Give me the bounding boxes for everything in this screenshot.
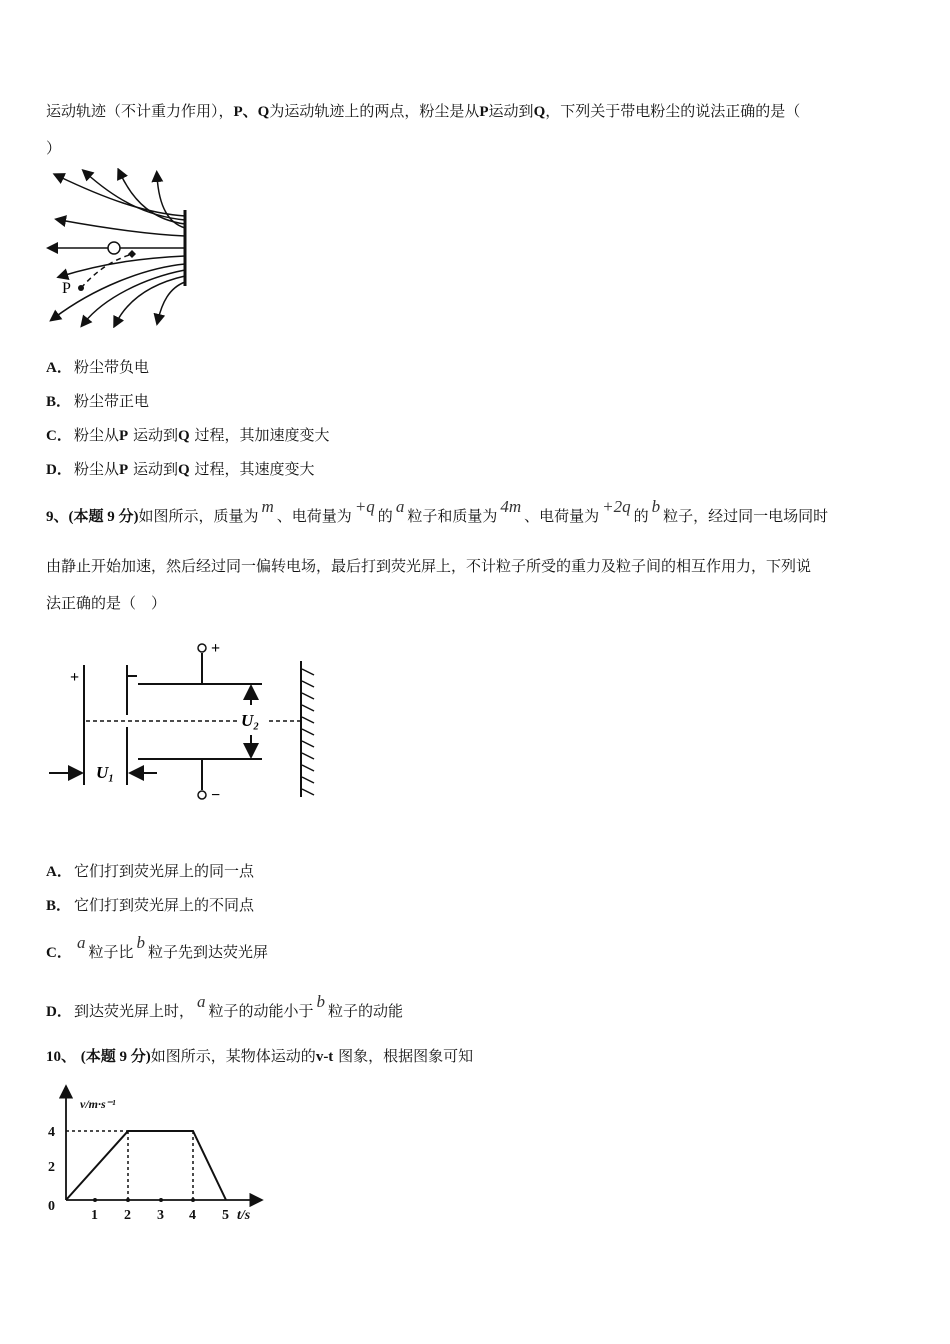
math-4m: 4m bbox=[500, 497, 522, 516]
text: ，下列关于带电粉尘的说法正确的是（ bbox=[545, 102, 801, 120]
question-number: 9、(本题 9 分) bbox=[46, 509, 139, 525]
q9-stem-line3: 法正确的是（ ） bbox=[46, 594, 167, 612]
text: 如图所示，质量为 bbox=[138, 507, 259, 525]
text: P bbox=[479, 104, 489, 120]
question-number: 10、 bbox=[46, 1049, 77, 1065]
text: P、Q bbox=[233, 104, 270, 120]
math-a: a bbox=[395, 497, 405, 516]
option-text: 粉尘带正电 bbox=[74, 392, 150, 410]
x-tick: 2 bbox=[124, 1208, 131, 1223]
q8-option-c[interactable] bbox=[46, 425, 329, 446]
option-letter: C． bbox=[46, 945, 72, 961]
x-tick: 4 bbox=[189, 1208, 196, 1223]
label-minus: − bbox=[211, 787, 221, 804]
vt-chart bbox=[44, 1082, 269, 1227]
text: 粒子和质量为 bbox=[407, 507, 498, 525]
q9-deflection-figure bbox=[44, 625, 324, 825]
y-axis-label: v/m·s⁻¹ bbox=[80, 1097, 116, 1111]
math-a: a bbox=[197, 992, 206, 1011]
x-tick: 1 bbox=[91, 1208, 98, 1223]
option-text: 它们打到荧光屏上的同一点 bbox=[74, 862, 255, 880]
q8-field-lines-figure bbox=[44, 168, 194, 328]
q8-stem-line1 bbox=[46, 101, 800, 122]
option-text: 粉尘带负电 bbox=[74, 358, 150, 376]
text: 图象，根据图象可知 bbox=[338, 1047, 474, 1065]
q9-option-d[interactable] bbox=[46, 992, 404, 1022]
q9-option-a[interactable] bbox=[46, 861, 254, 882]
math-b: b bbox=[651, 497, 661, 516]
q8-stem-line2: ） bbox=[46, 139, 62, 157]
option-letter: C． bbox=[46, 428, 72, 444]
q9-option-b[interactable] bbox=[46, 895, 254, 916]
text: 运动到 bbox=[132, 426, 178, 444]
text: 运动轨迹（不计重力作用）， bbox=[46, 102, 234, 120]
q9-stem-line2: 由静止开始加速，然后经过同一偏转电场，最后打到荧光屏上，不计粒子所受的重力及粒子间的相互作用力，下列说 bbox=[46, 557, 812, 575]
text: 粒子的动能 bbox=[328, 1002, 404, 1020]
text: 如图所示，某物体运动的 bbox=[150, 1047, 316, 1065]
text: 粉尘从 bbox=[74, 460, 120, 478]
option-letter: A． bbox=[46, 864, 72, 880]
q9-stem-line1 bbox=[46, 497, 829, 527]
x-tick: 3 bbox=[157, 1208, 164, 1223]
text: 粉尘从 bbox=[74, 426, 120, 444]
text: Q bbox=[533, 104, 546, 120]
label-p: P bbox=[62, 280, 71, 297]
option-letter: D． bbox=[46, 1004, 72, 1020]
text: 、电荷量为 bbox=[276, 507, 352, 525]
x-axis-label: t/s bbox=[237, 1208, 251, 1223]
math-a: a bbox=[77, 933, 86, 952]
q9-option-c[interactable] bbox=[46, 933, 269, 963]
text: 的 bbox=[633, 507, 649, 525]
option-letter: B． bbox=[46, 394, 72, 410]
math-b: b bbox=[136, 933, 146, 952]
text: Q bbox=[177, 462, 190, 478]
q10-stem bbox=[46, 1046, 473, 1067]
label-plus: + bbox=[211, 640, 221, 657]
math-b: b bbox=[316, 992, 326, 1011]
text: P bbox=[119, 462, 129, 478]
label-u2: U₂ bbox=[241, 711, 260, 730]
option-letter: D． bbox=[46, 462, 72, 478]
label-u1: U₁ bbox=[96, 763, 115, 782]
velocity-line bbox=[66, 1131, 226, 1200]
q8-option-d[interactable] bbox=[46, 459, 314, 480]
y-tick: 2 bbox=[48, 1160, 55, 1175]
math-charge: +2q bbox=[602, 497, 631, 516]
option-letter: A． bbox=[46, 360, 72, 376]
option-text: 它们打到荧光屏上的不同点 bbox=[74, 896, 255, 914]
label-plus: + bbox=[70, 669, 80, 686]
text: v-t bbox=[315, 1049, 334, 1065]
text: 过程，其速度变大 bbox=[194, 460, 315, 478]
text: 为运动轨迹上的两点，粉尘是从 bbox=[269, 102, 480, 120]
q8-option-b[interactable] bbox=[46, 391, 149, 412]
text: 粒子的动能小于 bbox=[208, 1002, 314, 1020]
text: 运动到 bbox=[488, 102, 534, 120]
math-m: m bbox=[261, 497, 274, 516]
text: Q bbox=[177, 428, 190, 444]
text: 粒子比 bbox=[88, 943, 134, 961]
y-tick: 4 bbox=[48, 1125, 55, 1140]
text: 粒子先到达荧光屏 bbox=[148, 943, 269, 961]
text: P bbox=[119, 428, 129, 444]
text: 的 bbox=[377, 507, 393, 525]
text: 过程，其加速度变大 bbox=[194, 426, 330, 444]
math-charge: +q bbox=[354, 497, 375, 516]
text: 、电荷量为 bbox=[524, 507, 600, 525]
text: 到达荧光屏上时， bbox=[74, 1002, 195, 1020]
text: 粒子，经过同一电场同时 bbox=[663, 507, 829, 525]
option-letter: B． bbox=[46, 898, 72, 914]
x-tick: 5 bbox=[222, 1208, 229, 1223]
score: (本题 9 分) bbox=[80, 1049, 151, 1065]
q8-option-a[interactable] bbox=[46, 357, 149, 378]
x-tick: 0 bbox=[48, 1199, 55, 1214]
text: 运动到 bbox=[132, 460, 178, 478]
